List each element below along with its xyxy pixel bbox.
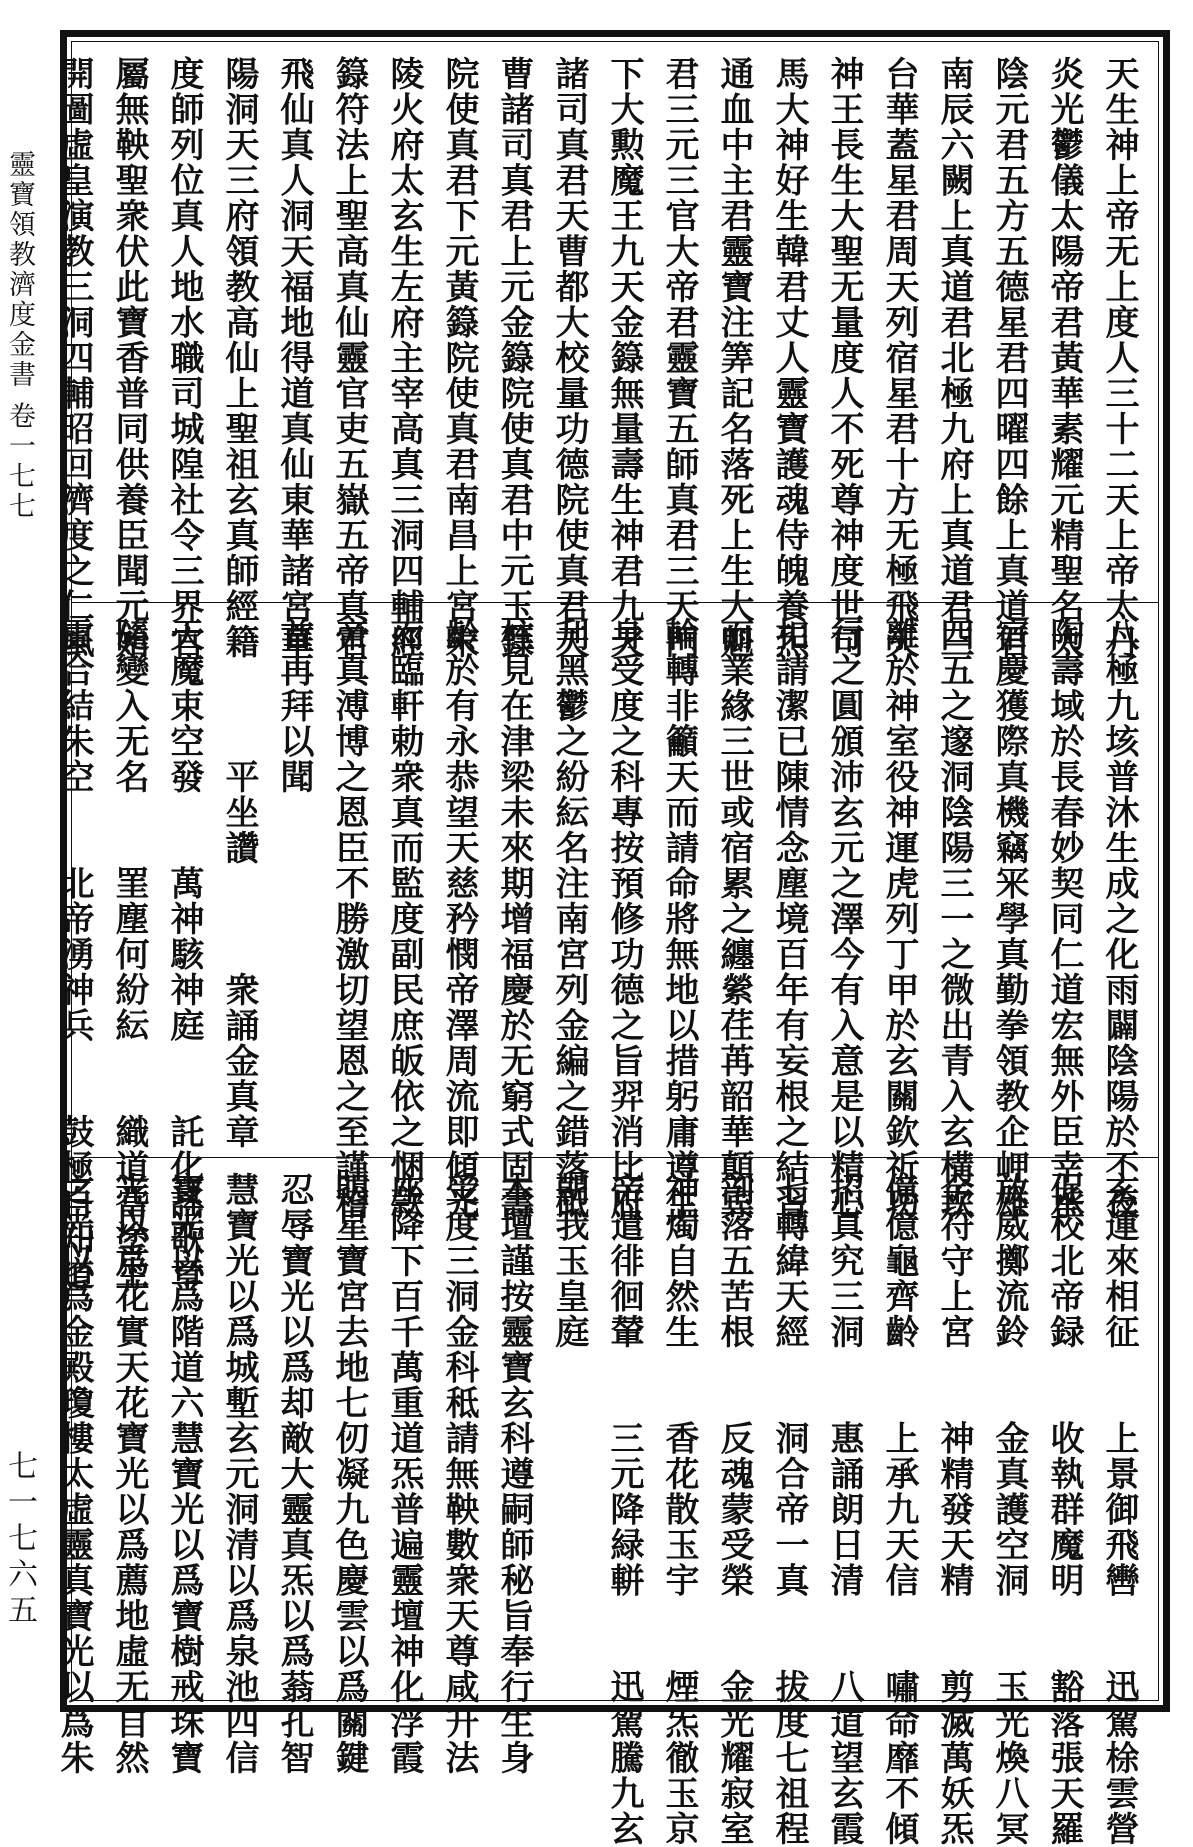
text-column: 通血中主君靈寶注筭記名落死上生大魁	[714, 56, 754, 660]
text-column: 帝遣徘徊輦 三元降緑軿 迅駕騰九玄	[604, 1172, 644, 1847]
page-frame-inner	[54, 41, 1159, 1847]
text-column: 之光以爲金殿瓊樓太虛靈真寶光以爲朱	[54, 1172, 94, 1776]
text-block-top	[54, 56, 1146, 660]
text-column: 離於神室役神運虎列丁甲於玄關欽祈功	[879, 617, 919, 1221]
text-column: 柱見在津梁未來期增福慶於无窮式固壽	[494, 617, 534, 1221]
text-column: 行之圓頒沛玄元之澤今有入意是以精心	[824, 617, 864, 1221]
page-number: 七一七六五	[2, 1450, 37, 1630]
text-column: 宿慶獲際真機竊冞學真勤拳領教企岬雄	[989, 617, 1029, 1221]
text-column: 神燭自然生 香花散玉宇 煙炁徹玉京	[659, 1172, 699, 1847]
register-bottom	[54, 1157, 1158, 1847]
text-column: 八極九垓普沐生成之化雨闢陰陽於不夜	[1099, 617, 1139, 1221]
text-column: 陵火府太玄生左府主宰高真三洞四輔經	[384, 56, 424, 660]
text-column: 開圖虛皇演教三洞四輔昭回濟度之仁風	[54, 56, 94, 660]
text-column: 輪轉非籲天而請命將無地以措躬庸遵生	[659, 617, 699, 1221]
text-column: 寶光以爲階道六慧寶光以爲寶樹戒珠寶	[164, 1172, 204, 1776]
text-column: 飛仙真人洞天福地得道真仙東華諸宮華	[274, 56, 314, 660]
text-column: 招真究三洞 惠誦朗日清 八道望玄霞	[824, 1172, 864, 1847]
margin-book-title: 靈寶領教濟度金書 卷一七七	[4, 150, 35, 522]
text-column: 齡於有永恭望天慈矜憫帝澤周流即傾光	[439, 617, 479, 1221]
text-column: 隨變入无名 罣塵何紛紜 織道當塗生	[109, 617, 149, 1292]
text-column: 籙符法上聖高真仙靈官吏五嶽五帝真君	[329, 56, 369, 660]
text-column: 億億龜齊齡 上承九天信 嘯命靡不傾	[879, 1172, 919, 1847]
text-column: 朝我玉皇庭	[549, 1172, 589, 1350]
text-column: 天生神上帝无上度人三十二天上帝太丹	[1099, 56, 1139, 660]
text-column: 平坐讚 衆誦金真章	[219, 617, 259, 1150]
text-column: 刋黑鬱之紛紜名注南宮列金編之錯落砥	[549, 617, 589, 1221]
text-column: 光以爲花實天花寶光以爲薦地虛无自然	[109, 1172, 149, 1776]
text-column: 忍辱寶光以爲却敵大靈真炁以爲蓊孔智	[274, 1172, 314, 1776]
text-column: 君三元三官大帝君靈寶五師真君三天門	[659, 56, 699, 660]
text-column: 天魔束空發 萬神駭神庭 託化謠歌章	[164, 617, 204, 1292]
text-column: 炎光鬱儀太陽帝君黃華素耀元精聖名太	[1044, 56, 1084, 660]
text-column: 院使真君下元黃籙院使真君南昌上宮朱	[439, 56, 479, 660]
text-column: 放威擲流鈴 金真護空洞 玉光煥八冥	[989, 1172, 1029, 1847]
text-column: 扣請潔已陳情念塵境百年有妄根之結習	[769, 617, 809, 1221]
text-column: 度師列位真人地水職司城隍社令三界官	[164, 56, 204, 660]
text-column: 而臨軒勅衆真而監度副民庶皈依之悃款	[384, 617, 424, 1221]
text-column: 身受度之科專按預修功德之旨羿消比府	[604, 617, 644, 1221]
text-column: 座降下百千萬重道炁普遍靈壇神化浮霞	[384, 1172, 424, 1776]
text-column: 玄運來相征 上景御飛轡 迅駕梌雲營	[1099, 1172, 1139, 1847]
page-frame	[54, 30, 1170, 1847]
text-column: 金符守上宮 神精發天精 剪滅萬妖炁	[934, 1172, 974, 1847]
text-column: 馬大神好生韓君丈人靈寶護魂侍魄養炁	[769, 56, 809, 660]
text-column: 神王長生大聖无量度人不死尊神度世司	[824, 56, 864, 660]
text-column: 剖落五苦根 反魂蒙受榮 金光耀寂室	[714, 1172, 754, 1847]
text-column: 陽洞天三府領教高仙上聖祖玄真師經籍	[219, 56, 259, 660]
text-column: 慧寶光以爲城塹玄元洞清以爲泉池四信	[219, 1172, 259, 1776]
text-column: 本壇謹按靈寶玄科遵嗣師秘旨奉行生身	[494, 1172, 534, 1776]
text-column: 受度三洞金科秪請無鞅數衆天尊咸升法	[439, 1172, 479, 1776]
text-column: 首再拜以聞	[274, 617, 314, 795]
text-column: 四五之邃洞陰陽三一之微出青入玄構坎	[934, 617, 974, 1221]
text-column: 陰元君五方五德星君四曜四餘上真道君	[989, 56, 1029, 660]
register-top	[54, 42, 1158, 660]
text-column: 屬無鞅聖衆伏此寶香普同供養臣聞元始	[109, 56, 149, 660]
text-column: 明星寶宮去地七仞凝九色慶雲以爲關鍵	[329, 1172, 369, 1776]
text-column: 七轉緯天經 洞合帝一真 拔度七祖程	[769, 1172, 809, 1847]
text-column: 南辰六闕上真道君北極九府上真道君三	[934, 56, 974, 660]
text-column: 帝真溥博之恩臣不勝激切望恩之至謹稽	[329, 617, 369, 1221]
text-column: 台華蓋星君周天列宿星君十方无極飛天	[879, 56, 919, 660]
text-column: 雲合結朱空 北帝湧神兵 鼓極自知道	[54, 617, 94, 1292]
text-column: 曹諸司真君上元金籙院使真君中元玉籙	[494, 56, 534, 660]
text-column: 陶壽域於長春妙契同仁道宏無外臣幸承	[1044, 617, 1084, 1221]
text-block-bottom	[54, 1172, 1146, 1847]
text-column: 而業緣三世或宿累之纏縈荏苒韶華顛宾	[714, 617, 754, 1221]
text-column: 諸司真君天曹都大校量功德院使真君天	[549, 56, 589, 660]
text-column: 下大勲魔王九天金籙無量壽生神君九天	[604, 56, 644, 660]
text-column: 促校北帝録 收執群魔明 豁落張天羅	[1044, 1172, 1084, 1847]
